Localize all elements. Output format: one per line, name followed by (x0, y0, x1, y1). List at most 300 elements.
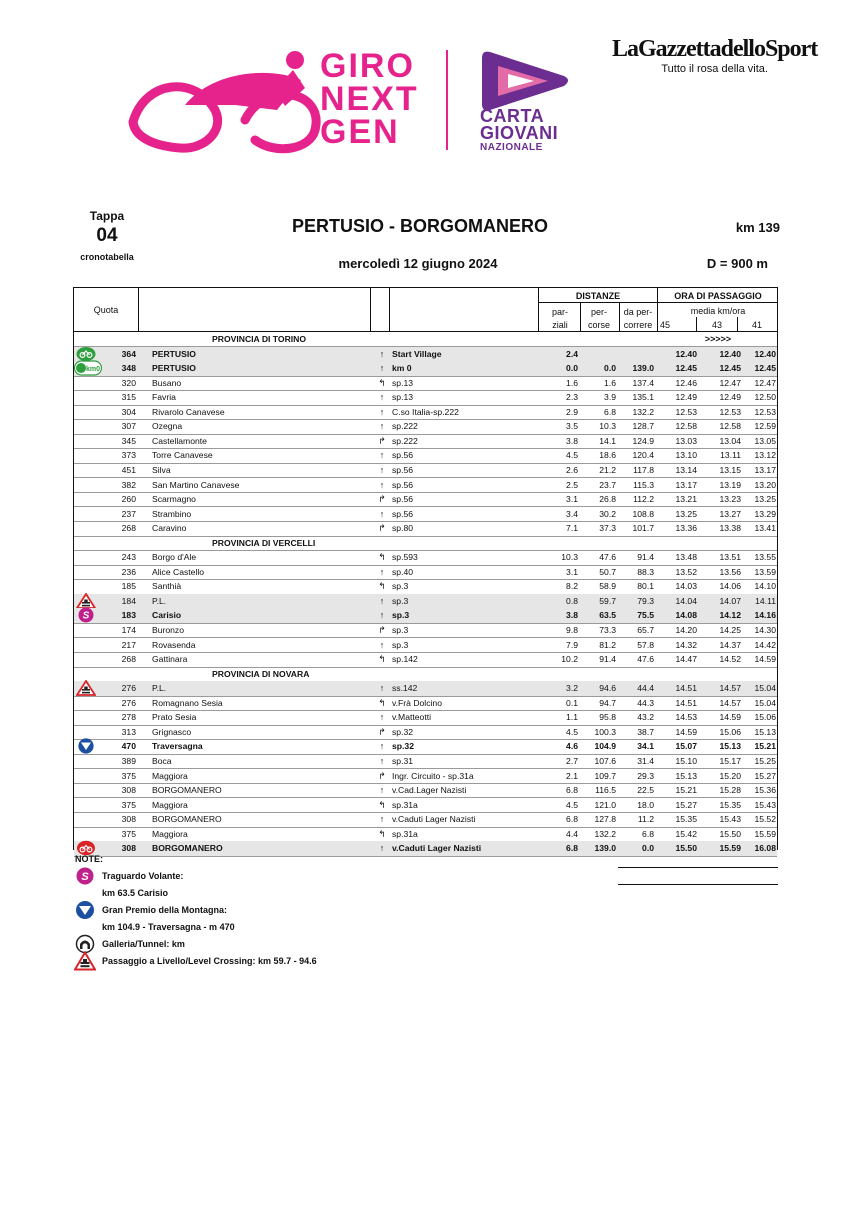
cell-parziali: 3.1 (566, 494, 578, 505)
cell-percorse: 132.2 (594, 828, 616, 839)
direction-arrow-icon: ↱ (378, 726, 386, 737)
cell-time-41: 15.21 (754, 741, 776, 752)
cell-time-43: 13.15 (719, 464, 741, 475)
header-dapercorrere-2: correre (623, 320, 653, 330)
cell-time-43: 14.57 (719, 697, 741, 708)
direction-arrow-icon: ↰ (378, 581, 386, 592)
cell-road: sp.32 (392, 726, 414, 737)
cell-quota: 276 (121, 697, 136, 708)
giro-next-gen-wordmark (320, 47, 419, 151)
cell-quota: 184 (121, 595, 136, 606)
direction-arrow-icon: ↰ (378, 654, 386, 665)
cell-time-41: 14.11 (755, 595, 776, 606)
direction-arrow-icon: ↑ (379, 843, 385, 854)
cell-da-percorrere: 91.4 (637, 552, 654, 563)
cell-time-45: 13.48 (675, 552, 697, 563)
cell-time-45: 15.13 (675, 770, 697, 781)
cell-parziali: 3.5 (566, 421, 578, 432)
cell-location: Grignasco (152, 726, 192, 737)
cell-parziali: 7.1 (566, 523, 578, 534)
cell-da-percorrere: 137.4 (632, 377, 654, 388)
cell-location: BORGOMANERO (152, 785, 222, 796)
header-ora-passaggio: ORA DI PASSAGGIO (674, 291, 762, 301)
cell-road: sp.13 (392, 377, 414, 388)
cell-time-43: 14.06 (719, 581, 741, 592)
cell-location: Borgo d'Ale (152, 552, 197, 563)
cell-time-43: 15.17 (719, 755, 741, 766)
cell-da-percorrere: 88.3 (637, 566, 654, 577)
cell-road: ss.142 (392, 683, 418, 694)
cell-time-43: 15.59 (719, 843, 741, 854)
cell-time-45: 15.50 (675, 843, 697, 854)
cell-parziali: 2.1 (566, 770, 578, 781)
cell-time-43: 14.57 (719, 683, 741, 694)
cell-quota: 217 (121, 639, 136, 650)
cell-quota: 304 (121, 406, 136, 417)
col-rule (389, 287, 390, 331)
cell-percorse: 127.8 (594, 814, 616, 825)
cell-time-41: 15.59 (754, 828, 776, 839)
cell-percorse: 10.3 (599, 421, 616, 432)
province-name: PROVINCIA DI TORINO (212, 334, 307, 344)
table-row (74, 769, 777, 784)
direction-arrow-icon: ↑ (379, 639, 385, 650)
col-rule (538, 287, 539, 331)
cell-quota: 364 (121, 348, 136, 359)
cell-road: sp.222 (392, 421, 418, 432)
table-row (74, 565, 777, 580)
cell-time-43: 13.19 (719, 479, 741, 490)
cell-location: BORGOMANERO (152, 814, 222, 825)
cell-time-41: 13.41 (754, 523, 776, 534)
cell-percorse: 50.7 (599, 566, 616, 577)
cell-time-45: 14.03 (675, 581, 697, 592)
direction-arrow-icon: ↑ (379, 421, 385, 432)
cell-quota: 375 (121, 828, 136, 839)
cell-road: sp.142 (392, 654, 418, 665)
cell-time-41: 12.53 (754, 406, 776, 417)
tappa-number: 04 (96, 225, 118, 246)
carta-line-1: CARTA (480, 106, 545, 126)
stage-number-block (78, 209, 136, 262)
table-row (74, 492, 777, 507)
note-sprint-label: Traguardo Volante: (102, 871, 184, 881)
direction-arrow-icon: ↑ (379, 814, 385, 825)
cell-time-43: 12.45 (719, 363, 741, 374)
col-rule (138, 287, 139, 331)
cell-road: Start Village (392, 348, 442, 359)
stage-title: PERTUSIO - BORGOMANERO (291, 216, 548, 236)
cell-time-41: 15.36 (754, 785, 776, 796)
cell-quota: 375 (121, 770, 136, 781)
cell-road: v.Caduti Lager Nazisti (392, 814, 476, 825)
cell-road: sp.3 (392, 625, 409, 635)
header-parziali-2: ziali (552, 320, 568, 330)
cell-da-percorrere: 124.9 (632, 435, 654, 446)
direction-arrow-icon: ↰ (378, 799, 386, 810)
cell-time-41: 16.08 (754, 843, 776, 854)
cell-time-45: 13.21 (675, 494, 697, 505)
cell-da-percorrere: 117.8 (633, 464, 654, 475)
cell-time-43: 14.52 (719, 654, 741, 665)
cell-location: Prato Sesia (152, 712, 197, 723)
cell-road: v.Frà Dolcino (392, 697, 442, 708)
cell-time-43: 12.40 (719, 348, 741, 359)
notes-title: NOTE: (75, 854, 103, 864)
cell-road: sp.13 (392, 392, 414, 403)
direction-arrow-icon: ↰ (378, 828, 386, 839)
table-row (74, 739, 777, 754)
header-percorse-2: corse (587, 320, 610, 330)
province-header-row (74, 536, 777, 551)
cell-time-45: 15.42 (675, 828, 697, 839)
cell-time-41: 15.27 (754, 770, 776, 781)
cell-quota: 345 (121, 435, 136, 446)
cell-location: Busano (152, 377, 182, 388)
cell-location: Alice Castello (152, 566, 205, 577)
col-rule (696, 317, 697, 331)
cell-quota: 313 (121, 726, 136, 737)
cell-quota: 470 (121, 741, 136, 752)
cell-parziali: 6.8 (566, 814, 578, 825)
table-row (74, 347, 777, 362)
cell-road: sp.3 (392, 639, 409, 650)
table-row (74, 710, 777, 725)
cell-location: Rovasenda (152, 639, 196, 650)
cell-parziali: 6.8 (566, 843, 578, 854)
svg-text:S: S (81, 871, 89, 883)
gpm-icon (74, 900, 96, 920)
cell-location: Gattinara (152, 654, 188, 665)
cell-time-45: 14.53 (675, 712, 697, 723)
cell-time-43: 13.04 (719, 435, 741, 446)
cell-parziali: 2.6 (566, 464, 578, 475)
province-name: PROVINCIA DI NOVARA (212, 668, 310, 679)
direction-arrow-icon: ↑ (379, 566, 385, 577)
cell-quota: 174 (121, 625, 136, 635)
cell-road: sp.80 (392, 523, 414, 534)
cell-quota: 382 (121, 479, 136, 490)
cell-quota: 268 (121, 523, 136, 534)
cell-time-43: 15.43 (719, 814, 741, 825)
cell-quota: 375 (121, 799, 136, 810)
cell-percorse: 139.0 (594, 843, 616, 854)
note-tunnel: Galleria/Tunnel: km (102, 939, 185, 949)
cell-time-45: 13.25 (675, 508, 697, 519)
header-rule (538, 302, 657, 303)
cell-da-percorrere: 108.8 (632, 508, 654, 519)
cell-da-percorrere: 11.2 (637, 814, 654, 825)
cell-percorse: 91.4 (599, 654, 616, 665)
cell-time-41: 13.25 (754, 494, 776, 505)
header-speed-41: 41 (751, 320, 762, 330)
cell-time-43: 15.28 (719, 785, 741, 796)
cell-da-percorrere: 132.2 (632, 406, 654, 417)
cell-da-percorrere: 57.8 (637, 639, 654, 650)
note-gpm-detail: km 104.9 - Traversagna - m 470 (102, 922, 235, 932)
table-row (74, 463, 777, 478)
cell-road: sp.3 (392, 595, 409, 606)
cell-parziali: 0.8 (566, 595, 578, 606)
cell-time-43: 13.51 (719, 552, 741, 563)
carta-giovani-play-logo (478, 50, 572, 112)
logo-divider (446, 50, 448, 150)
cell-time-41: 15.13 (754, 726, 776, 737)
cell-parziali: 2.3 (566, 392, 578, 403)
cell-quota: 315 (121, 392, 136, 403)
cell-da-percorrere: 135.1 (632, 392, 654, 403)
direction-arrow-icon: ↑ (379, 508, 385, 519)
cell-time-41: 12.47 (754, 377, 776, 388)
direction-arrow-icon: ↑ (379, 479, 385, 490)
direction-arrow-icon: ↰ (378, 377, 386, 388)
cell-quota: 276 (121, 683, 136, 694)
cell-time-45: 14.20 (675, 625, 697, 635)
table-row (74, 696, 777, 711)
cell-da-percorrere: 38.7 (637, 726, 654, 737)
cell-percorse: 59.7 (599, 595, 616, 606)
cell-da-percorrere: 22.5 (637, 785, 654, 796)
cell-da-percorrere: 18.0 (637, 799, 654, 810)
cell-percorse: 116.5 (595, 785, 616, 796)
cell-percorse: 94.7 (599, 697, 616, 708)
header-dapercorrere-1: da per- (623, 307, 653, 317)
cell-parziali: 1.6 (566, 377, 578, 388)
cell-time-41: 13.20 (754, 479, 776, 490)
cell-road: sp.40 (392, 566, 414, 577)
cell-location: Traversagna (152, 741, 203, 752)
cell-time-41: 14.59 (754, 654, 776, 665)
cell-time-41: 14.16 (754, 610, 776, 621)
cell-location: Favria (152, 392, 176, 403)
stage-elevation-gain: D = 900 m (706, 256, 768, 271)
cell-quota: 237 (121, 508, 136, 519)
cell-time-45: 14.59 (675, 726, 697, 737)
cell-time-45: 15.21 (675, 785, 697, 796)
cell-time-43: 15.06 (719, 726, 741, 737)
level-crossing-icon (74, 951, 96, 971)
cell-parziali: 3.4 (566, 508, 578, 519)
cell-parziali: 2.9 (566, 406, 578, 417)
cell-time-43: 15.20 (719, 770, 741, 781)
cell-road: v.Caduti Lager Nazisti (392, 843, 482, 854)
header-media: media km/ora (690, 306, 746, 316)
cell-time-45: 15.10 (675, 755, 697, 766)
cell-da-percorrere: 47.6 (637, 654, 654, 665)
cell-percorse: 6.8 (604, 406, 616, 417)
cell-quota: 308 (121, 843, 136, 854)
table-row (74, 638, 777, 653)
cell-road: sp.593 (392, 552, 418, 563)
gpm-icon (76, 738, 96, 754)
cell-time-41: 12.50 (754, 392, 776, 403)
table-row (74, 419, 777, 434)
svg-text:km0: km0 (85, 366, 101, 374)
cell-time-45: 14.32 (675, 639, 697, 650)
cell-location: Buronzo (152, 625, 185, 635)
direction-arrow-icon: ↱ (378, 770, 386, 781)
cell-da-percorrere: 139.0 (632, 363, 654, 374)
cell-parziali: 4.5 (566, 450, 578, 461)
table-row (74, 405, 777, 420)
cell-time-41: 13.05 (754, 435, 776, 446)
table-row (74, 594, 777, 609)
giro-line-3: GEN (320, 113, 400, 151)
cell-time-45: 12.45 (675, 363, 697, 374)
cell-time-41: 12.59 (754, 421, 776, 432)
cell-quota: 268 (121, 654, 136, 665)
direction-arrow-icon: ↑ (379, 450, 385, 461)
table-row (74, 783, 777, 798)
cell-parziali: 7.9 (566, 639, 578, 650)
signature-line (618, 884, 778, 885)
cell-percorse: 18.6 (599, 450, 616, 461)
cell-time-45: 15.07 (675, 741, 697, 752)
cell-time-43: 12.47 (719, 377, 741, 388)
cell-location: Ozegna (152, 421, 183, 432)
cell-time-45: 12.49 (675, 392, 697, 403)
level-crossing-icon (76, 680, 96, 696)
table-row (74, 478, 777, 493)
cell-percorse: 73.3 (599, 625, 616, 635)
gazzetta-logo (612, 36, 817, 75)
note-gpm-label: Gran Premio della Montagna: (102, 905, 228, 915)
gazzetta-name: LaGazzettadelloSport (612, 36, 818, 62)
cell-location: Maggiora (152, 799, 188, 810)
cell-da-percorrere: 65.7 (637, 625, 654, 635)
table-row (74, 652, 777, 667)
cell-parziali: 4.6 (566, 741, 578, 752)
cell-time-45: 13.03 (675, 435, 697, 446)
cell-location: Castellamonte (152, 435, 207, 446)
cell-percorse: 47.6 (599, 552, 616, 563)
direction-arrow-icon: ↑ (379, 785, 385, 796)
cell-location: Torre Canavese (152, 450, 213, 461)
tappa-subtitle: cronotabella (80, 252, 134, 262)
cell-time-41: 12.40 (754, 348, 776, 359)
table-row (74, 608, 777, 623)
cell-da-percorrere: 29.3 (637, 770, 654, 781)
cell-time-45: 13.17 (675, 479, 697, 490)
cell-road: sp.31a (392, 799, 418, 810)
cell-parziali: 1.1 (566, 712, 578, 723)
cell-road: sp.222 (392, 435, 418, 446)
signature-line (618, 867, 778, 868)
cell-time-41: 15.52 (754, 814, 776, 825)
cell-road: sp.32 (392, 741, 414, 752)
direction-arrow-icon: ↱ (378, 435, 386, 446)
table-row (74, 390, 777, 405)
cell-time-43: 14.37 (719, 639, 741, 650)
cell-time-43: 13.38 (719, 523, 741, 534)
table-row (74, 841, 777, 856)
cell-percorse: 109.7 (594, 770, 616, 781)
direction-arrow-icon: ↱ (378, 625, 386, 635)
cell-time-45: 15.35 (675, 814, 697, 825)
cell-quota: 320 (121, 377, 136, 388)
cell-quota: 243 (121, 552, 136, 563)
table-row (74, 798, 777, 813)
cell-quota: 308 (121, 785, 136, 796)
cell-percorse: 95.8 (599, 712, 616, 723)
cell-location: Santhià (152, 581, 182, 592)
cell-location: Caravino (152, 523, 187, 534)
direction-arrow-icon: ↱ (378, 523, 386, 534)
cell-time-45: 14.51 (675, 683, 697, 694)
cell-time-41: 14.42 (754, 639, 776, 650)
cell-road: sp.56 (392, 479, 414, 490)
cell-quota: 236 (121, 566, 136, 577)
km0-icon (74, 360, 102, 376)
carta-giovani-wordmark (480, 108, 558, 154)
header-speed-43: 43 (711, 320, 722, 330)
cell-da-percorrere: 34.1 (637, 741, 654, 752)
cell-time-45: 14.08 (675, 610, 697, 621)
cell-parziali: 3.1 (566, 566, 578, 577)
table-row (74, 361, 777, 376)
giro-line-1: GIRO (320, 47, 415, 85)
cell-parziali: 10.2 (561, 654, 578, 665)
cell-parziali: 4.4 (566, 828, 578, 839)
direction-arrow-icon: ↑ (379, 755, 385, 766)
cell-percorse: 3.9 (604, 392, 616, 403)
cell-location: Silva (152, 464, 171, 475)
cell-parziali: 2.5 (566, 479, 578, 490)
cell-percorse: 104.9 (594, 741, 616, 752)
table-row (74, 376, 777, 391)
col-rule (370, 287, 371, 331)
cell-location: Strambino (152, 508, 192, 519)
cell-location: PERTUSIO (152, 363, 196, 374)
cell-parziali: 3.2 (566, 683, 578, 694)
cell-da-percorrere: 115.3 (633, 479, 654, 490)
table-row (74, 579, 777, 594)
direction-arrow-icon: ↑ (379, 392, 385, 403)
cell-da-percorrere: 112.2 (633, 494, 654, 505)
cell-quota: 185 (121, 581, 136, 592)
cell-time-45: 12.46 (675, 377, 697, 388)
cell-da-percorrere: 0.0 (642, 843, 654, 854)
direction-arrow-icon: ↑ (379, 363, 385, 374)
header-rule (657, 302, 778, 303)
col-rule (657, 287, 658, 331)
cell-percorse: 121.0 (594, 799, 616, 810)
col-rule (737, 317, 738, 331)
cell-time-43: 13.27 (719, 508, 741, 519)
cell-time-41: 15.04 (754, 697, 776, 708)
cell-time-43: 13.11 (720, 450, 741, 461)
header-parziali-1: par- (551, 307, 568, 317)
direction-arrow-icon: ↑ (379, 464, 385, 475)
note-sprint-detail: km 63.5 Carisio (102, 888, 169, 898)
cell-time-41: 13.55 (754, 552, 776, 563)
note-level-crossing: Passaggio a Livello/Level Crossing: km 59.7 - 94.6 (102, 956, 317, 966)
cell-time-41: 13.29 (754, 508, 776, 519)
cell-quota: 260 (121, 494, 136, 505)
cell-time-43: 14.07 (719, 595, 741, 606)
header-percorse-1: per- (590, 307, 607, 317)
cell-quota: 373 (121, 450, 136, 461)
table-row (74, 827, 777, 842)
cell-time-45: 14.51 (675, 697, 697, 708)
cell-time-45: 12.58 (675, 421, 697, 432)
carta-line-3: NAZIONALE (480, 142, 543, 153)
col-rule (619, 302, 620, 331)
cell-road: sp.56 (392, 494, 414, 505)
table-row (74, 434, 777, 449)
cell-time-45: 15.27 (675, 799, 697, 810)
cell-time-45: 13.10 (675, 450, 697, 461)
